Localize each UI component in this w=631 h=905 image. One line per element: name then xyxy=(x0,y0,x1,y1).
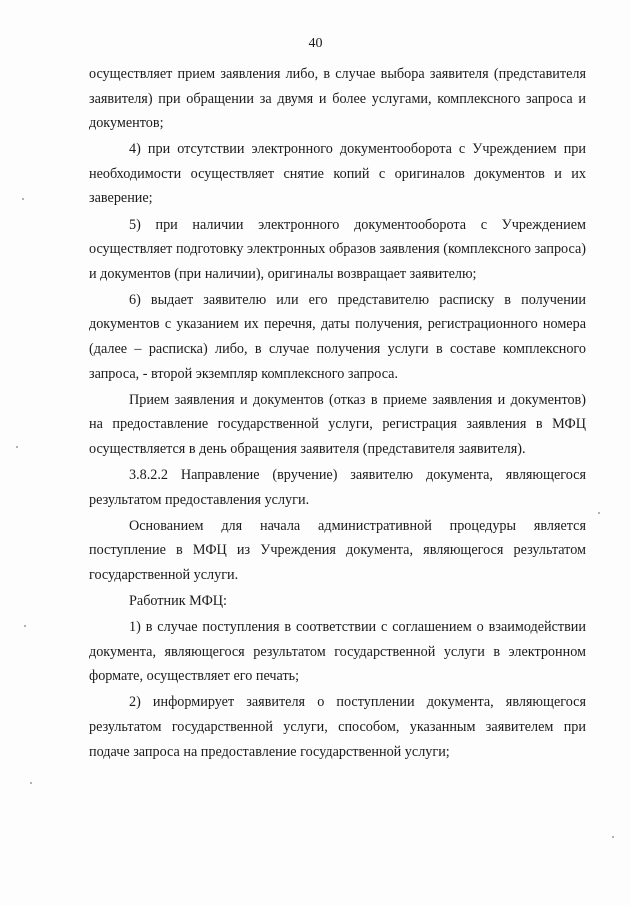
scan-speck xyxy=(612,836,614,838)
paragraph-section-3-8-2-2: 3.8.2.2 Направление (вручение) заявителю документа, являющегося результатом предоставления услуги. xyxy=(89,467,586,508)
scan-speck xyxy=(30,782,32,784)
paragraph-continuation: осуществляет прием заявления либо, в случае выбора заявителя (представителя заявителя) при обращении за двумя и более услугами, комплексного запроса и документов; xyxy=(89,66,586,132)
paragraph-worker-item-1: 1) в случае поступления в соответствии с соглашением о взаимодействии документа, являющегося результатом государственной услуги в электронном формате, осуществляет его печать; xyxy=(89,619,586,685)
paragraph-reception: Прием заявления и документов (отказ в приеме заявления и документов) на предоставление государственной услуги, регистрация заявления в МФЦ осуществляется в день обращения заявителя (представителя заявителя). xyxy=(89,391,586,457)
paragraph-item-6: 6) выдает заявителю или его представителю расписку в получении документов с указанием их перечня, даты получения, регистрационного номера (далее – расписка) либо, в случае получения услуги в составе комплексного запроса, - второй экземпляр комплексного запроса. xyxy=(89,291,586,382)
page-number: 40 xyxy=(308,36,323,51)
document-body xyxy=(89,62,586,764)
paragraph-basis: Основанием для начала административной процедуры является поступление в МФЦ из Учреждения документа, являющегося результатом государственной услуги. xyxy=(89,517,586,583)
paragraph-mfc-worker: Работник МФЦ: xyxy=(129,592,227,609)
paragraph-item-4: 4) при отсутствии электронного документооборота с Учреждением при необходимости осуществляет снятие копий с оригиналов документов и их заверение; xyxy=(89,141,586,207)
paragraph-item-5: 5) при наличии электронного документооборота с Учреждением осуществляет подготовку электронных образов заявления (комплексного запроса) и документов (при наличии), оригиналы возвращает заявителю; xyxy=(89,216,586,282)
scan-speck xyxy=(598,512,600,514)
scan-speck xyxy=(22,198,24,200)
scan-speck xyxy=(24,625,26,627)
scan-speck xyxy=(16,446,18,448)
paragraph-worker-item-2: 2) информирует заявителя о поступлении документа, являющегося результатом государственной услуги, способом, указанным заявителем при подаче запроса на предоставление государственной услуги; xyxy=(89,694,586,760)
